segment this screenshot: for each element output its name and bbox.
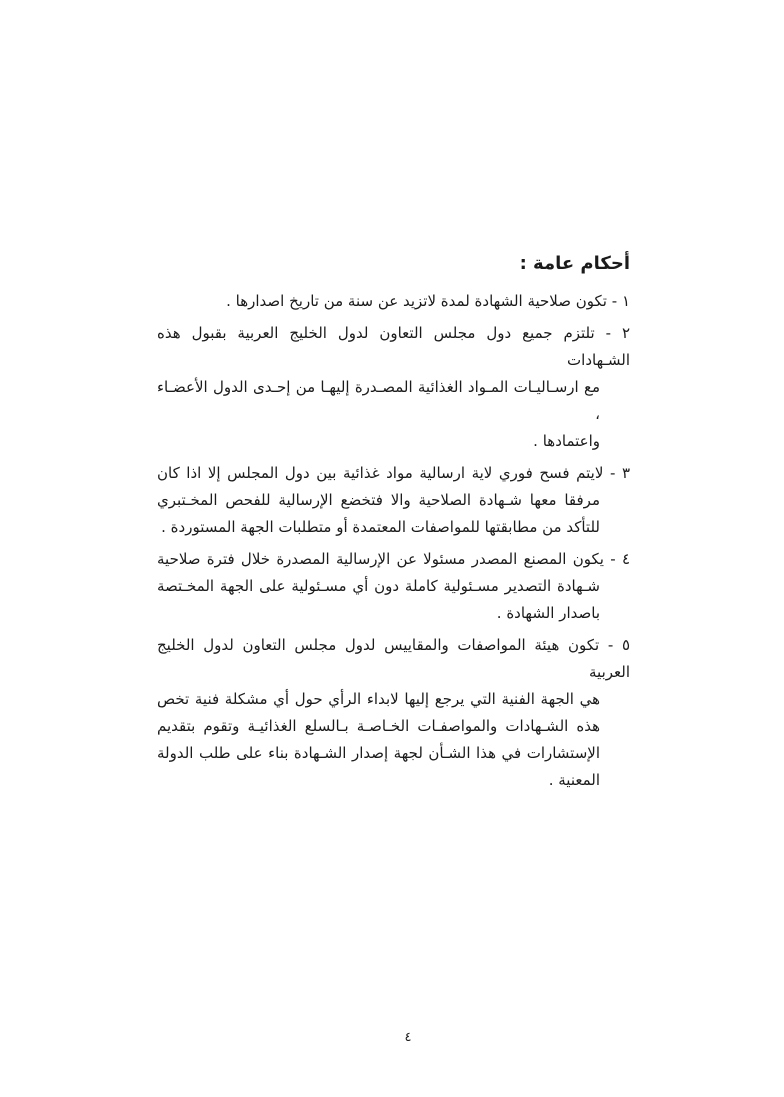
numbered-list bbox=[157, 288, 630, 794]
item-number: ١ - bbox=[606, 292, 630, 310]
document-body bbox=[157, 249, 630, 799]
item-line: ٤ - يكون المصنع المصدر مسئولا عن الإرسالية المصدرة خلال فترة صلاحية bbox=[157, 550, 630, 568]
item-line: هي الجهة الفنية التي يرجع إليها لابداء الرأي حول أي مشكلة فنية تخص bbox=[157, 690, 600, 708]
list-item bbox=[157, 632, 630, 794]
item-line: ٣ - لايتم فسح فوري لاية ارسالية مواد غذائية بين دول المجلس إلا اذا كان bbox=[157, 464, 631, 482]
item-line: باصدار الشهادة . bbox=[496, 604, 600, 622]
item-line: مع ارسـاليـات المـواد الغذائية المصـدرة إليهـا من إحـدى الدول الأعضـاء ، bbox=[157, 378, 600, 423]
item-number: ٥ - bbox=[599, 636, 630, 654]
item-line: ٢ - تلتزم جميع دول مجلس التعاون لدول الخليج العربية بقبول هذه الشـهادات bbox=[157, 324, 631, 369]
item-line: مرفقا معها شـهادة الصلاحية والا فتخضع الإرسالية للفحص المخـتبري bbox=[157, 491, 600, 509]
item-line: للتأكد من مطابقتها للمواصفات المعتمدة أو متطلبات الجهة المستوردة . bbox=[161, 518, 600, 536]
item-number: ٣ - bbox=[603, 464, 631, 482]
item-line: المعنية . bbox=[548, 771, 600, 789]
item-line: ٥ - تكون هيئة المواصفات والمقاييس لدول مجلس التعاون لدول الخليج العربية bbox=[157, 636, 630, 681]
item-line: ١ - تكون صلاحية الشهادة لمدة لاتزيد عن سنة من تاريخ اصدارها . bbox=[226, 292, 630, 310]
item-line: واعتمادها . bbox=[533, 432, 600, 450]
item-number: ٤ - bbox=[603, 550, 630, 568]
page-number: ٤ bbox=[404, 1030, 412, 1045]
list-item bbox=[157, 546, 630, 627]
item-line: الإستشارات في هذا الشـأن لجهة إصدار الشـهادة بناء على طلب الدولة bbox=[157, 744, 600, 762]
item-line: شـهادة التصدير مسـئولية كاملة دون أي مسـئولية على الجهة المخـتصة bbox=[157, 577, 600, 595]
list-item bbox=[157, 460, 630, 541]
item-number: ٢ - bbox=[594, 324, 631, 342]
section-heading: أحكام عامة : bbox=[519, 253, 630, 274]
item-line: هذه الشـهادات والمواصفـات الخـاصـة بـالسلع الغذائيـة وتقوم بتقديم bbox=[157, 717, 600, 735]
list-item bbox=[157, 288, 630, 315]
list-item bbox=[157, 320, 630, 455]
